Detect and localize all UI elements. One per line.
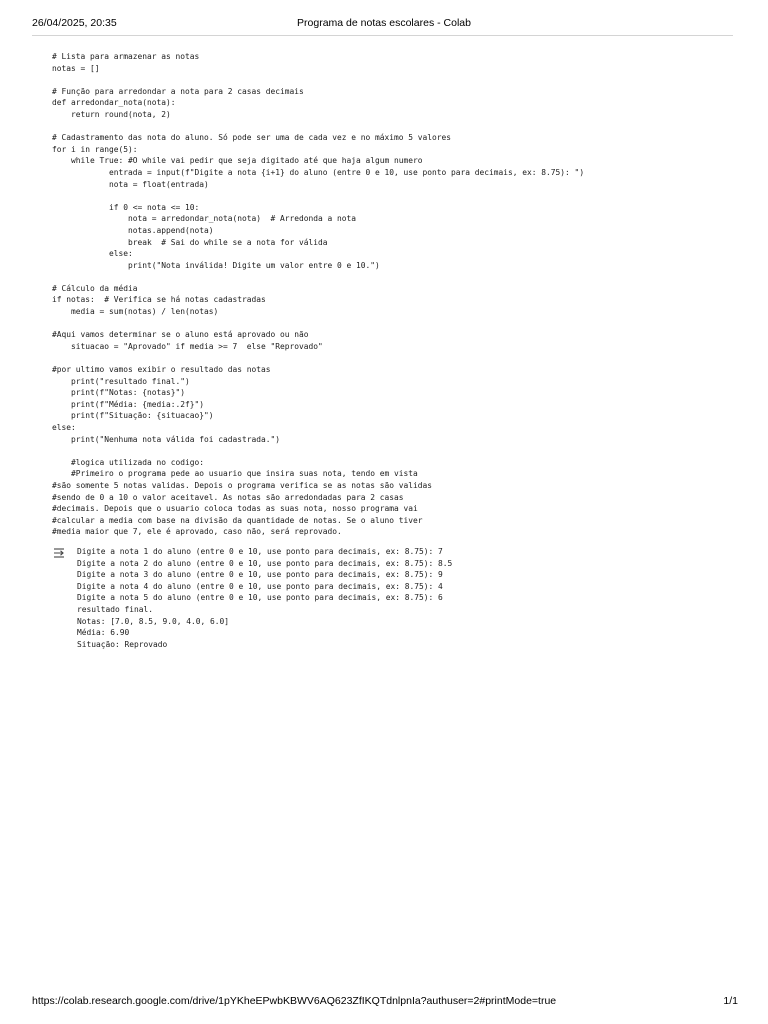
code-line: print(f"Notas: {notas}") — [52, 388, 186, 398]
output-line: Situação: Reprovado — [77, 639, 168, 649]
page-title: Programa de notas escolares - Colab — [297, 17, 471, 29]
print-datetime: 26/04/2025, 20:35 — [32, 17, 117, 29]
code-line: # Cálculo da média — [52, 283, 138, 293]
output-line: Digite a nota 1 do aluno (entre 0 e 10, use ponto para decimais, ex: 8.75): 7 — [77, 547, 443, 556]
output-line: Digite a nota 4 do aluno (entre 0 e 10, use ponto para decimais, ex: 8.75): 4 — [77, 581, 443, 591]
code-line: else: — [52, 423, 76, 432]
code-line: nota = float(entrada) — [52, 179, 209, 189]
code-line: media = sum(notas) / len(notas) — [52, 307, 219, 317]
code-line: while True: #O while vai pedir que seja digitado até que haja algum numero — [52, 156, 423, 166]
code-line: #logica utilizada no codigo: — [52, 457, 205, 467]
code-line: return round(nota, 2) — [52, 109, 171, 119]
output-line: Média: 6.90 — [77, 628, 130, 638]
output-line: Digite a nota 3 do aluno (entre 0 e 10, use ponto para decimais, ex: 8.75): 9 — [77, 570, 443, 580]
code-line: print(f"Situação: {situacao}") — [52, 411, 214, 421]
code-line: print("Nota inválida! Digite um valor entre 0 e 10.") — [52, 260, 380, 270]
code-line: # Função para arredondar a nota para 2 casas decimais — [52, 86, 304, 96]
code-line: for i in range(5): — [52, 144, 138, 154]
output-line: Digite a nota 5 do aluno (entre 0 e 10, use ponto para decimais, ex: 8.75): 6 — [77, 593, 443, 603]
code-line: print(f"Média: {media:.2f}") — [52, 399, 205, 409]
code-line: nota = arredondar_nota(nota) # Arredonda a nota — [52, 214, 357, 224]
code-line: #Primeiro o programa pede ao usuario que insira suas nota, tendo em vista — [52, 469, 418, 479]
code-line: break # Sai do while se a nota for válida — [52, 237, 328, 247]
code-line: else: — [52, 249, 133, 259]
code-line: if 0 <= nota <= 10: — [52, 202, 200, 212]
code-line: def arredondar_nota(nota): — [52, 98, 176, 108]
code-line: #são somente 5 notas validas. Depois o programa verifica se as notas são validas — [52, 480, 433, 490]
code-cell[interactable] — [52, 51, 584, 538]
code-line: #Aqui vamos determinar se o aluno está aprovado ou não — [52, 330, 309, 340]
code-line: if notas: # Verifica se há notas cadastradas — [52, 295, 266, 305]
code-line: # Cadastramento das nota do aluno. Só pode ser uma de cada vez e no máximo 5 valores — [52, 133, 452, 143]
code-line: entrada = input(f"Digite a nota {i+1} do aluno (entre 0 e 10, use ponto para decimais, ex: 8.75): ") — [52, 167, 585, 177]
code-line: print("resultado final.") — [52, 376, 190, 386]
page-number: 1/1 — [723, 995, 738, 1007]
code-line: #por ultimo vamos exibir o resultado das notas — [52, 365, 271, 375]
code-line: situacao = "Aprovado" if media >= 7 else "Reprovado" — [52, 341, 323, 351]
code-line: #calcular a media com base na divisão da quantidade de notas. Se o aluno tiver — [52, 515, 423, 525]
page-url: https://colab.research.google.com/drive/1pYKheEPwbKBWV6AQ623ZfIKQTdnlpnIa?authuser=2#printMode=true — [32, 995, 557, 1007]
output-redirect-icon[interactable] — [52, 546, 66, 558]
code-line: #media maior que 7, ele é aprovado, caso não, será reprovado. — [52, 527, 342, 537]
code-line: #decimais. Depois que o usuario coloca todas as suas nota, nosso programa vai — [52, 504, 418, 514]
code-line: notas = [] — [52, 63, 100, 73]
code-line: print("Nenhuma nota válida foi cadastrada.") — [52, 434, 281, 444]
code-line: # Lista para armazenar as notas — [52, 52, 200, 61]
output-line: Digite a nota 2 do aluno (entre 0 e 10, use ponto para decimais, ex: 8.75): 8.5 — [77, 558, 453, 568]
output-line: resultado final. — [77, 604, 154, 614]
header-divider — [32, 35, 733, 36]
code-line: #sendo de 0 a 10 o valor aceitavel. As notas são arredondadas para 2 casas — [52, 492, 404, 502]
code-line: notas.append(nota) — [52, 225, 214, 235]
output-line: Notas: [7.0, 8.5, 9.0, 4.0, 6.0] — [77, 616, 230, 626]
cell-output — [77, 546, 452, 650]
